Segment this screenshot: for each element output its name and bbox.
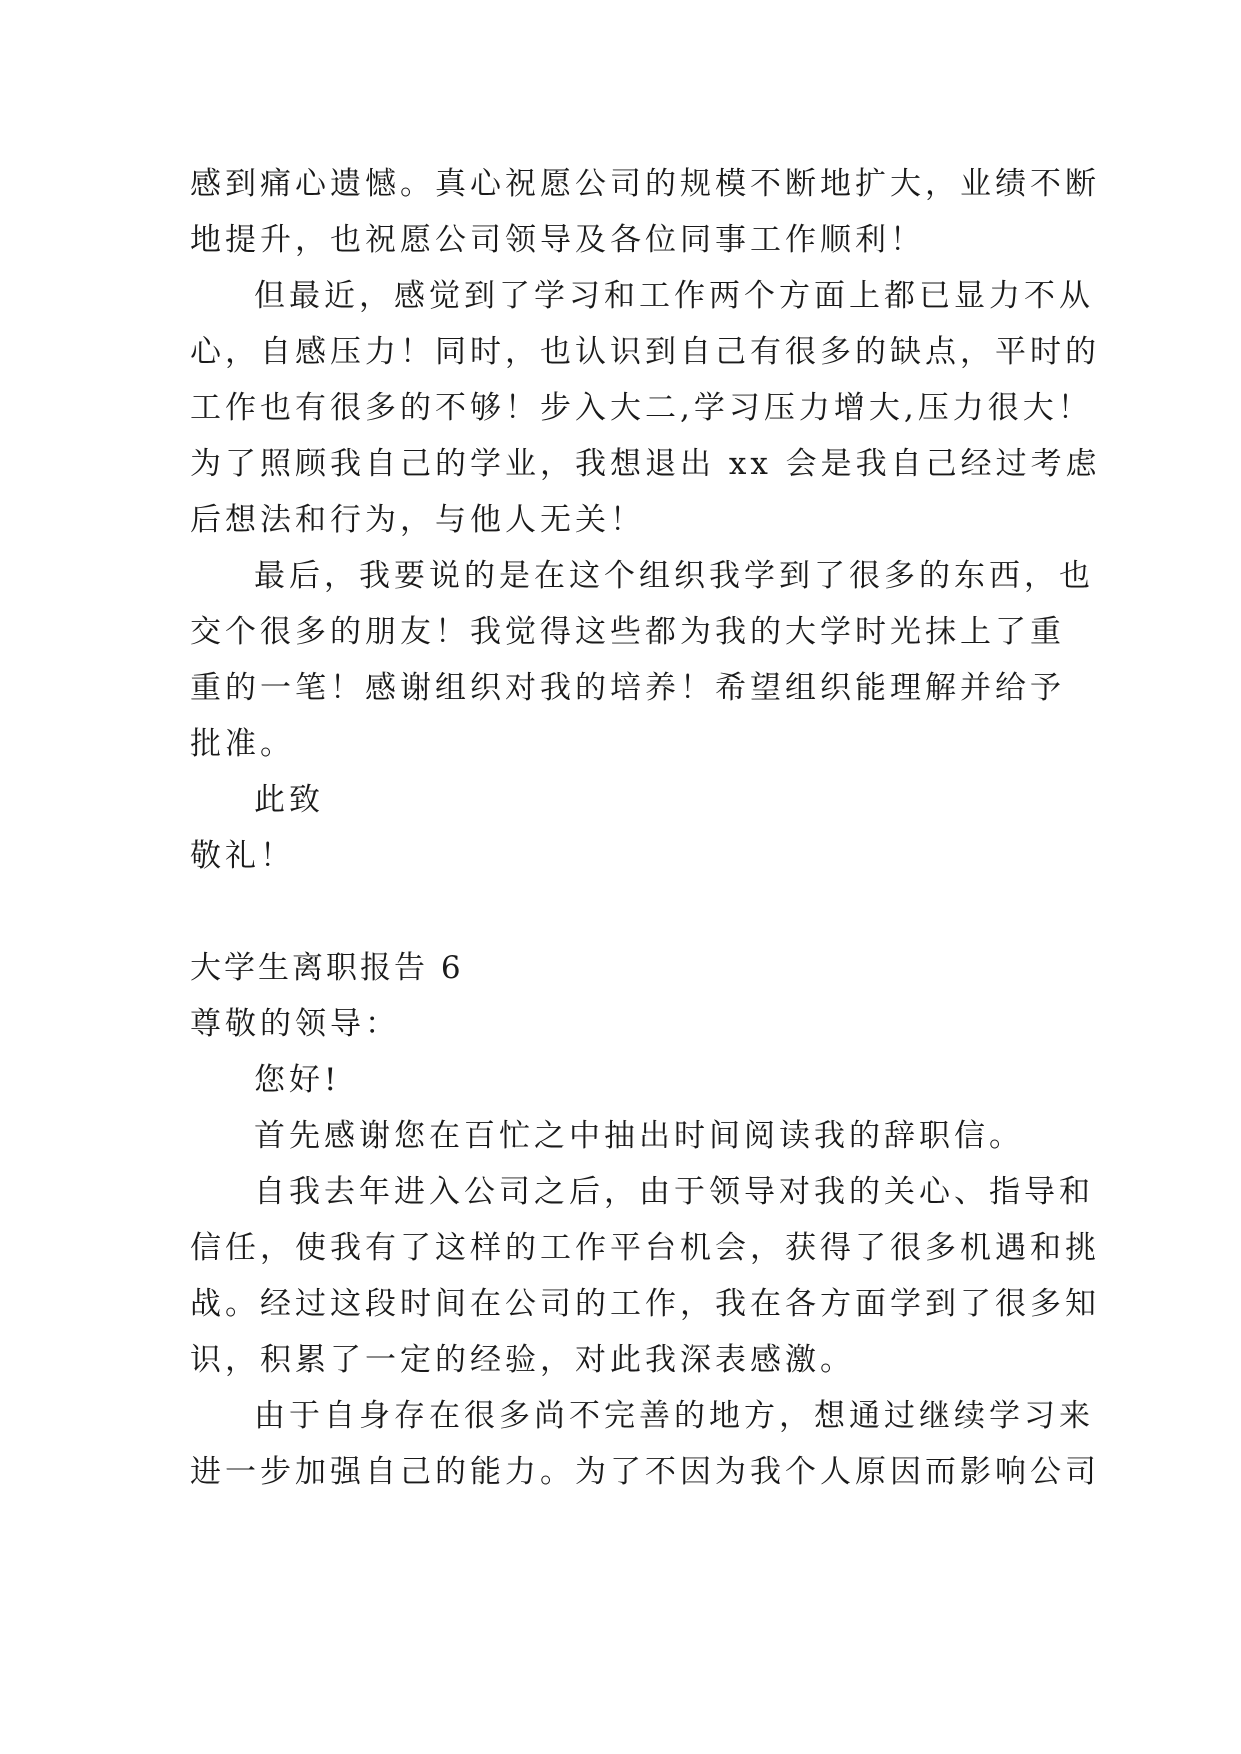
paragraph-line: 工作也有很多的不够！步入大二,学习压力增大,压力很大！ — [190, 390, 1093, 426]
paragraph-line: 为了照顾我自己的学业，我想退出 xx 会是我自己经过考虑 — [190, 446, 1101, 482]
paragraph-line: 首先感谢您在百忙之中抽出时间阅读我的辞职信。 — [254, 1118, 1024, 1154]
paragraph-line: 最后，我要说的是在这个组织我学到了很多的东西，也 — [254, 558, 1094, 594]
greeting-line: 尊敬的领导： — [190, 1006, 400, 1042]
closing-line: 此致 — [254, 782, 324, 818]
paragraph-line: 但最近，感觉到了学习和工作两个方面上都已显力不从 — [254, 278, 1094, 314]
paragraph-line: 进一步加强自己的能力。为了不因为我个人原因而影响公司 — [190, 1454, 1100, 1490]
paragraph-line: 地提升，也祝愿公司领导及各位同事工作顺利！ — [190, 222, 925, 258]
paragraph-line: 感到痛心遗憾。真心祝愿公司的规模不断地扩大，业绩不断 — [190, 166, 1100, 202]
salutation-line: 敬礼！ — [190, 838, 295, 874]
document-body — [190, 156, 1101, 1500]
section-gap — [190, 884, 1050, 940]
paragraph-line: 由于自身存在很多尚不完善的地方，想通过继续学习来 — [254, 1398, 1094, 1434]
paragraph-line: 批准。 — [190, 726, 295, 762]
paragraph-line: 战。经过这段时间在公司的工作，我在各方面学到了很多知 — [190, 1286, 1100, 1322]
paragraph-line: 交个很多的朋友！我觉得这些都为我的大学时光抹上了重 — [190, 614, 1065, 650]
paragraph-line: 自我去年进入公司之后，由于领导对我的关心、指导和 — [254, 1174, 1094, 1210]
greeting-line: 您好! — [254, 1062, 341, 1098]
paragraph-line: 重的一笔！感谢组织对我的培养！希望组织能理解并给予 — [190, 670, 1065, 706]
section-title: 大学生离职报告 6 — [190, 950, 464, 986]
paragraph-line: 识，积累了一定的经验，对此我深表感激。 — [190, 1342, 855, 1378]
paragraph-line: 信任，使我有了这样的工作平台机会，获得了很多机遇和挑 — [190, 1230, 1100, 1266]
paragraph-line: 心，自感压力！同时，也认识到自己有很多的缺点，平时的 — [190, 334, 1100, 370]
paragraph-line: 后想法和行为，与他人无关！ — [190, 502, 645, 538]
